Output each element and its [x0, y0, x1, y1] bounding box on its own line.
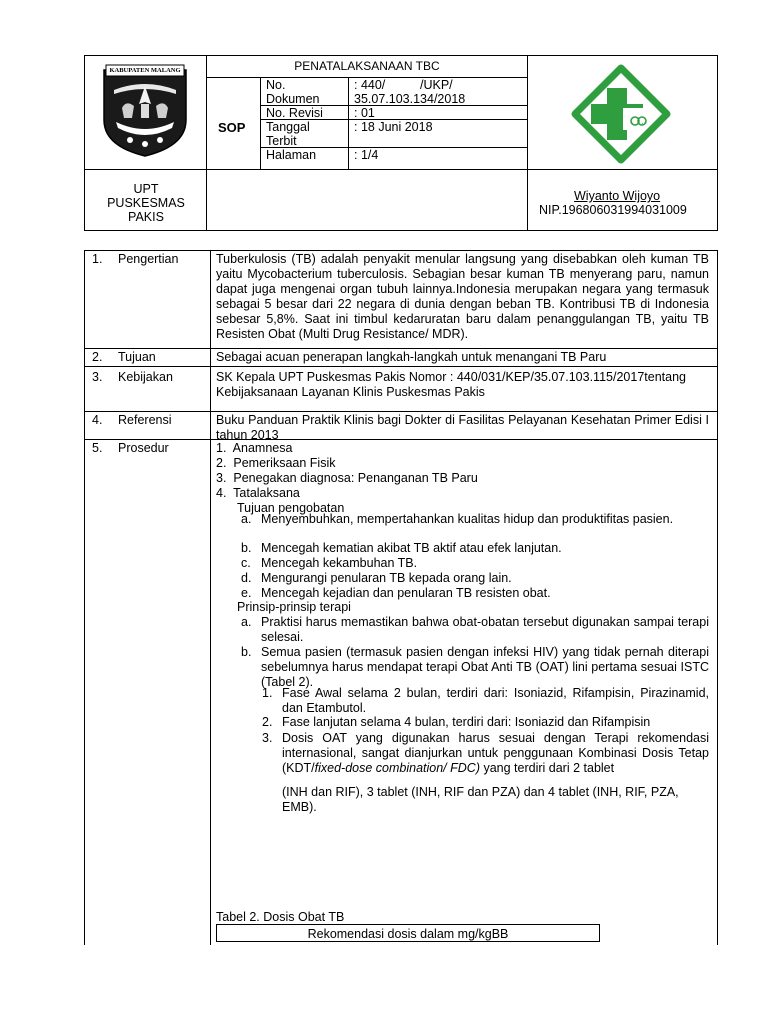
prosedur-step-3: 3. Penegakan diagnosa: Penanganan TB Paru	[216, 471, 478, 485]
document-title: PENATALAKSANAAN TBC	[294, 59, 440, 73]
sub-item-3-pre: Dosis OAT yang digunakan harus sesuai dengan Terapi rekomendasi internasional, sangat dianjurkan untuk penggunaan Kombinasi Dosis Tetap (KDT/	[282, 731, 709, 775]
meta-value-no-revisi: : 01	[354, 106, 375, 120]
prinsip-item-a-marker: a.	[241, 615, 252, 629]
meta-label-no-revisi: No. Revisi	[266, 106, 323, 120]
sub-item-3	[282, 731, 709, 776]
meta-label-no-dokumen: No. Dokumen	[266, 78, 320, 106]
table-caption: Tabel 2. Dosis Obat TB	[216, 910, 345, 924]
prinsip-item-b-marker: b.	[241, 645, 252, 659]
tujuan-item-b-marker: b.	[241, 541, 252, 555]
pengertian-text: Tuberkulosis (TB) adalah penyakit menular langsung yang disebabkan oleh kuman TB yaitu Mycobacterium tuberculosis. Sebagian besar kuman TB menyerang paru, namun dapat juga mengenai organ tubuh lainnya.Indonesia merupakan negara yang termasuk sebagai 5 besar dari 22 negara di dunia dengan beban TB. Kontribusi TB di Indonesia sebesar 5,8%. Saat ini timbul kedaruratan baru dalam penanggulangan TB, yaitu TB Resisten Obat (Multi Drug Resistance/ MDR).	[216, 252, 709, 341]
sub-item-1-marker: 1.	[262, 686, 273, 700]
sub-item-1: Fase Awal selama 2 bulan, terdiri dari: Isoniazid, Rifampisin, Pirazinamid, dan Etambutol.	[282, 686, 709, 715]
org-name: UPT PUSKESMAS PAKIS	[107, 182, 185, 224]
prosedur-step-2: 2. Pemeriksaan Fisik	[216, 456, 336, 470]
referensi-text: Buku Panduan Praktik Klinis bagi Dokter di Fasilitas Pelayanan Kesehatan Primer Edisi I tahun 2013	[216, 413, 709, 442]
section-label-pengertian: Pengertian	[118, 252, 179, 266]
meta-value-tanggal-terbit: : 18 Juni 2018	[354, 120, 433, 134]
kebijakan-text: SK Kepala UPT Puskesmas Pakis Nomor : 440/031/KEP/35.07.103.115/2017tentang Kebijaksanaan Layanan Klinis Puskesmas Pakis	[216, 370, 686, 399]
section-num-5: 5.	[92, 441, 103, 455]
prosedur-step-4: 4. Tatalaksana	[216, 486, 300, 500]
tujuan-item-e: Mencegah kejadian dan penularan TB resisten obat.	[261, 586, 551, 600]
tujuan-item-d: Mengurangi penularan TB kepada orang lain.	[261, 571, 512, 585]
section-num-4: 4.	[92, 413, 103, 427]
kabupaten-malang-logo	[96, 60, 194, 158]
sub-item-2-marker: 2.	[262, 715, 273, 729]
meta-label-halaman: Halaman	[266, 148, 317, 162]
tujuan-item-d-marker: d.	[241, 571, 252, 585]
signer-name: Wiyanto Wijoyo	[574, 189, 661, 203]
section-label-tujuan: Tujuan	[118, 350, 156, 364]
meta-label-tanggal-terbit: Tanggal Terbit	[266, 120, 310, 148]
section-label-referensi: Referensi	[118, 413, 172, 427]
tujuan-item-a-marker: a.	[241, 512, 252, 526]
sub-item-3-line2: (INH dan RIF), 3 tablet (INH, RIF dan PZA) dan 4 tablet (INH, RIF, PZA, EMB).	[282, 785, 679, 814]
sub-item-3-marker: 3.	[262, 731, 273, 745]
prinsip-item-b: Semua pasien (termasuk pasien dengan infeksi HIV) yang tidak pernah diterapi sebelumnya harus mendapat terapi Obat Anti TB (OAT) lini pertama sesuai ISTC (Tabel 2).	[261, 645, 709, 689]
tujuan-item-c-marker: c.	[241, 556, 251, 570]
sop-label: SOP	[218, 120, 246, 135]
section-label-prosedur: Prosedur	[118, 441, 169, 455]
meta-value-halaman: : 1/4	[354, 148, 379, 162]
tujuan-pengobatan-heading: Tujuan pengobatan	[237, 501, 345, 515]
tujuan-item-a: Menyembuhkan, mempertahankan kualitas hidup dan produktifitas pasien.	[261, 512, 674, 526]
section-label-kebijakan: Kebijakan	[118, 370, 173, 384]
section-num-2: 2.	[92, 350, 103, 364]
puskesmas-logo	[571, 64, 671, 164]
tujuan-item-e-marker: e.	[241, 586, 252, 600]
tujuan-text: Sebagai acuan penerapan langkah-langkah untuk menangani TB Paru	[216, 350, 607, 364]
signer-nip: NIP.196806031994031009	[539, 203, 687, 217]
section-num-3: 3.	[92, 370, 103, 384]
sub-item-3-post: yang terdiri dari 2 tablet	[480, 760, 615, 775]
section-num-1: 1.	[92, 252, 103, 266]
dosis-table-header: Rekomendasi dosis dalam mg/kgBB	[307, 927, 509, 941]
logo-caption: KABUPATEN MALANG	[109, 67, 181, 74]
prosedur-step-1: 1. Anamnesa	[216, 441, 293, 455]
prinsip-item-a: Praktisi harus memastikan bahwa obat-obatan tersebut digunakan sampai terapi selesai.	[261, 615, 709, 644]
tujuan-item-c: Mencegah kekambuhan TB.	[261, 556, 418, 570]
sub-item-2: Fase lanjutan selama 4 bulan, terdiri dari: Isoniazid dan Rifampisin	[282, 715, 651, 729]
sub-item-3-italic: fixed-dose combination/ FDC)	[314, 760, 480, 775]
tujuan-item-b: Mencegah kematian akibat TB aktif atau efek lanjutan.	[261, 541, 562, 555]
meta-value-no-dokumen: : 440/ /UKP/ 35.07.103.134/2018	[354, 78, 466, 106]
prinsip-terapi-heading: Prinsip-prinsip terapi	[237, 600, 351, 614]
dosis-table	[216, 924, 600, 942]
